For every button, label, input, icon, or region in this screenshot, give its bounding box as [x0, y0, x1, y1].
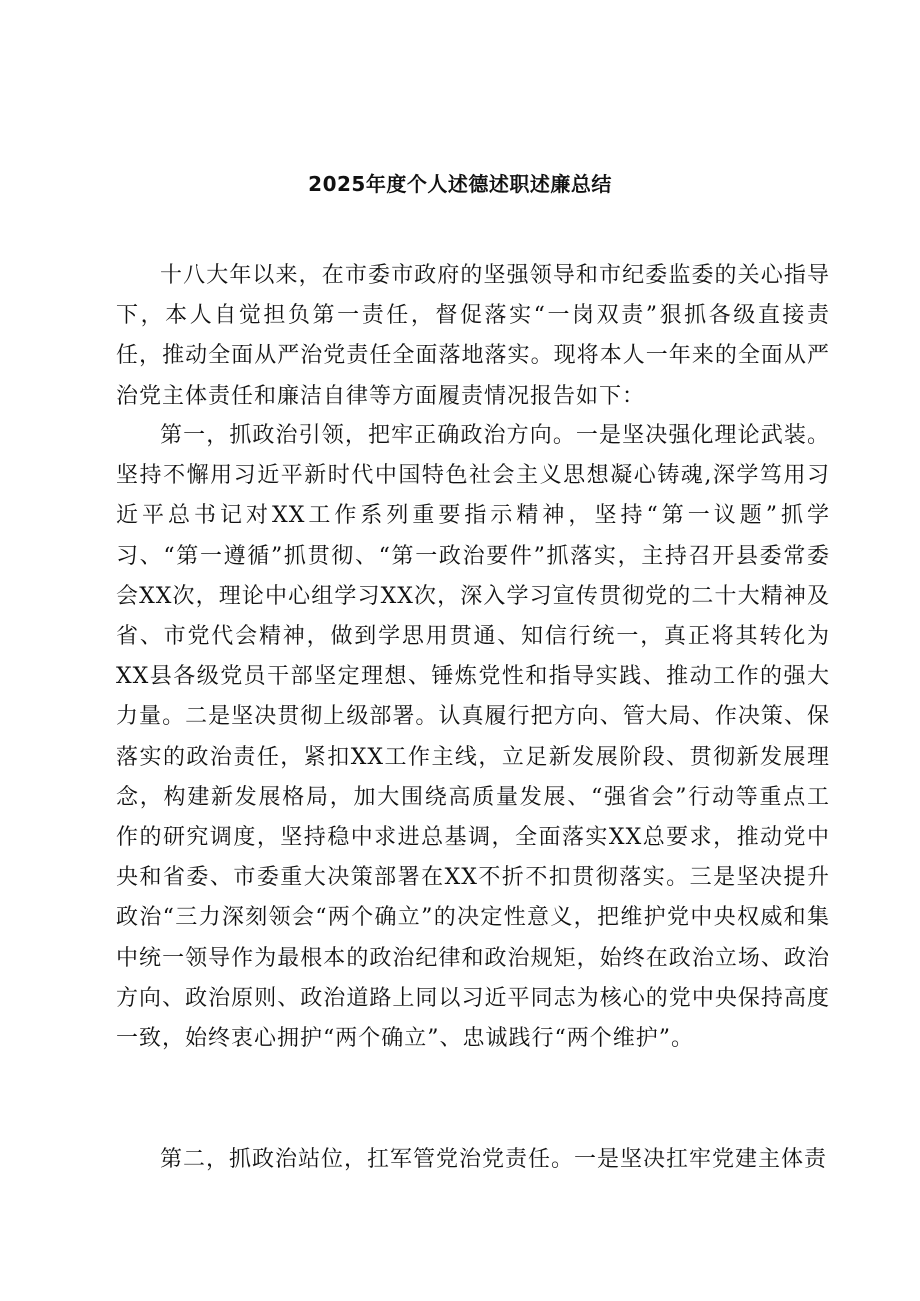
body-paragraph-intro: 十八大年以来，在市委市政府的坚强领导和市纪委监委的关心指导下，本人自觉担负第一责任，督促落实“一岗双责”狠抓各级直接责任，推动全面从严治党责任全面落地落实。现将本人一年来的全面从严治党主体责任和廉洁自律等方面履责情况报告如下：: [116, 263, 830, 409]
body-paragraph-section-2: 第二，抓政治站位，扛军管党治党责任。一是坚决扛牢党建主体责: [160, 1147, 828, 1172]
document-title: 2025年度个人述德述职述廉总结: [308, 172, 612, 196]
body-paragraph-section-1: 第一，抓政治引领，把牢正确政治方向。一是坚决强化理论武装。坚持不懈用习近平新时代中国特色社会主义思想凝心铸魂,深学笃用习近平总书记对XX工作系列重要指示精神，坚持“第一议题”抓学习、“第一遵循”抓贯彻、“第一政治要件”抓落实，主持召开县委常委会XX次，理论中心组学习XX次，深入学习宣传贯彻党的二十大精神及省、市党代会精神，做到学思用贯通、知信行统一，真正将其转化为XX县各级党员干部坚定理想、锤炼党性和指导实践、推动工作的强大力量。二是坚决贯彻上级部署。认真履行把方向、管大局、作决策、保落实的政治责任，紧扣XX工作主线，立足新发展阶段、贯彻新发展理念，构建新发展格局，加大围绕高质量发展、“强省会”行动等重点工作的研究调度，坚持稳中求进总基调，全面落实XX总要求，推动党中央和省委、市委重大决策部署在XX不折不扣贯彻落实。三是坚决提升政治“三力深刻领会“两个确立”的决定性意义，把维护党中央权威和集中统一领导作为最根本的政治纪律和政治规矩，始终在政治立场、政治方向、政治原则、政治道路上同以习近平同志为核心的党中央保持高度一致，始终衷心拥护“两个确立”、忠诚践行“两个维护”。: [116, 423, 830, 1052]
